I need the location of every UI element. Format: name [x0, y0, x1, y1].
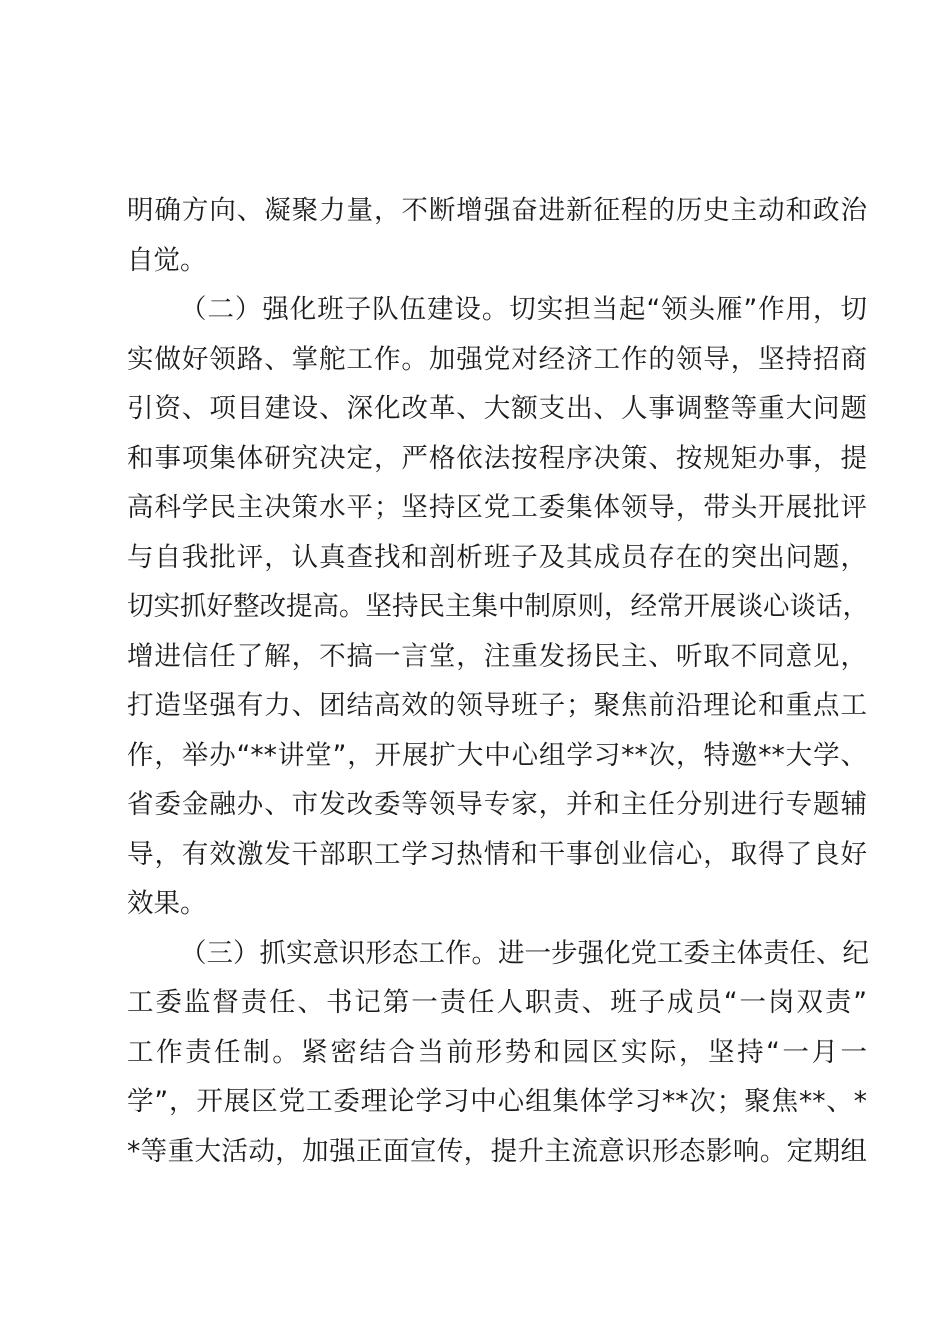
text-line: 打造坚强有力、团结高效的领导班子；聚焦前沿理论和重点工	[127, 690, 867, 721]
text-line: 和事项集体研究决定，严格依法按程序决策、按规矩办事，提	[127, 442, 867, 474]
text-line: 省委金融办、市发改委等领导专家，并和主任分别进行专题辅	[127, 789, 867, 820]
text-line: 明确方向、凝聚力量，不断增强奋进新征程的历史主动和政治	[127, 195, 867, 226]
text-line: 自觉。	[127, 244, 207, 276]
text-line: 导，有效激发干部职工学习热情和干事创业信心，取得了良好	[127, 838, 867, 870]
document-body	[127, 186, 867, 1176]
text-line: *等重大活动，加强正面宣传，提升主流意识形态影响。定期组	[127, 1135, 867, 1167]
text-line: 作，举办“**讲堂”，开展扩大中心组学习**次，特邀**大学、	[127, 739, 867, 771]
text-line: 工委监督责任、书记第一责任人职责、班子成员“一岗双责”	[127, 987, 867, 1018]
text-line: （二）强化班子队伍建设。切实担当起“领头雁”作用，切	[180, 294, 867, 325]
text-line: 实做好领路、掌舵工作。加强党对经济工作的领导，坚持招商	[127, 343, 867, 375]
text-line: 学”，开展区党工委理论学习中心组集体学习**次；聚焦**、*	[127, 1086, 867, 1117]
text-line: 增进信任了解，不搞一言堂，注重发扬民主、听取不同意见，	[127, 640, 867, 672]
text-line: 高科学民主决策水平；坚持区党工委集体领导，带头开展批评	[127, 492, 867, 523]
text-line: 引资、项目建设、深化改革、大额支出、人事调整等重大问题	[127, 393, 867, 424]
text-line: （三）抓实意识形态工作。进一步强化党工委主体责任、纪	[180, 937, 869, 969]
text-line: 工作责任制。紧密结合当前形势和园区实际，坚持“一月一	[127, 1036, 867, 1068]
text-line: 切实抓好整改提高。坚持民主集中制原则，经常开展谈心谈话，	[127, 591, 869, 622]
text-line: 与自我批评，认真查找和剖析班子及其成员存在的突出问题，	[127, 541, 867, 573]
text-line: 效果。	[127, 888, 207, 919]
